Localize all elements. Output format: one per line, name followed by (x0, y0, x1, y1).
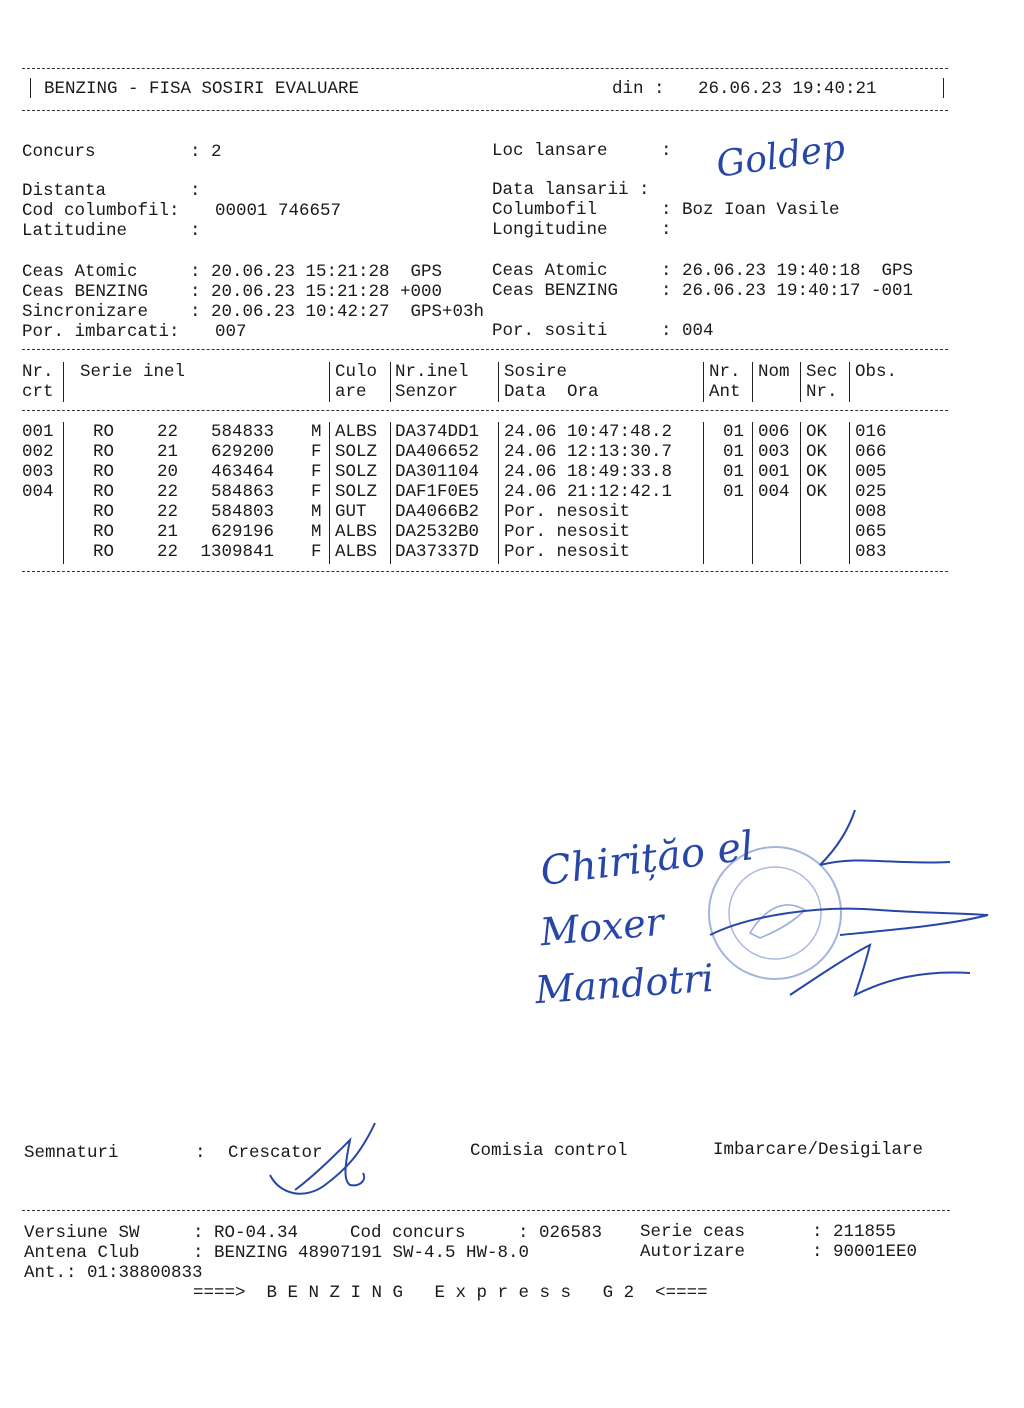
cell-sex: F (311, 542, 322, 562)
antenna-id: Ant.: 01:38800833 (24, 1263, 203, 1283)
data-lansarii-label: Data lansarii : (492, 180, 650, 200)
cell-year: 22 (156, 422, 178, 442)
col-header-inel-sub: Senzor (395, 382, 459, 402)
semnaturi-label: Semnaturi (24, 1143, 119, 1163)
autorizare-label: Autorizare (640, 1242, 746, 1262)
header-sep (390, 362, 391, 402)
header-sep (752, 362, 753, 402)
cell-color: SOLZ (335, 482, 378, 502)
cell-ant: 01 (723, 462, 745, 482)
cell-country: RO (93, 462, 115, 482)
cell-arrival: 24.06 21:12:42.1 (504, 482, 673, 502)
cell-ring: 629200 (210, 442, 274, 462)
crescator-signature (255, 1115, 385, 1210)
cell-sex: F (311, 462, 322, 482)
cell-arrival: 24.06 10:47:48.2 (504, 422, 673, 442)
header-right-border (943, 78, 944, 98)
sositi-label: Por. sositi (492, 321, 608, 341)
cell-country: RO (93, 542, 115, 562)
cell-sec: OK (806, 482, 828, 502)
versiune-value: : RO-04.34 (193, 1223, 299, 1243)
cell-sensor: DA4066B2 (395, 502, 480, 522)
cell-color: SOLZ (335, 462, 378, 482)
latitudine-value: : (190, 221, 201, 241)
col-header-nom: Nom (758, 362, 790, 382)
header-sep (849, 362, 850, 402)
cell-nom: 001 (758, 462, 790, 482)
col-header-culo-sub: are (335, 382, 367, 402)
cell-obs: 005 (855, 462, 887, 482)
cell-color: ALBS (335, 422, 378, 442)
header-sep (800, 362, 801, 402)
table-top-rule (22, 349, 948, 350)
body-sep (752, 422, 753, 564)
cell-arrival: Por. nesosit (504, 502, 631, 522)
cell-ring: 584803 (210, 502, 274, 522)
header-sep (63, 362, 64, 402)
cell-color: ALBS (335, 542, 378, 562)
serie-ceas-value: : 211855 (812, 1222, 897, 1242)
cell-arrival: Por. nesosit (504, 542, 631, 562)
autorizare-value: : 90001EE0 (812, 1242, 918, 1262)
imbarcati-value: 007 (215, 322, 247, 342)
header-left-border (30, 78, 31, 98)
cell-sex: M (311, 502, 322, 522)
cell-ant: 01 (723, 422, 745, 442)
cell-nr: 001 (22, 422, 54, 442)
body-sep (329, 422, 330, 564)
cell-year: 22 (156, 542, 178, 562)
cell-obs: 025 (855, 482, 887, 502)
cell-obs: 083 (855, 542, 887, 562)
col-header-sosire: Sosire (504, 362, 568, 382)
serie-ceas-label: Serie ceas (640, 1222, 746, 1242)
departure-atomic-label: Ceas Atomic (22, 262, 138, 282)
cell-color: SOLZ (335, 442, 378, 462)
benzing-banner: ====> B E N Z I N G E x p r e s s G 2 <==== (193, 1283, 708, 1303)
header-sep (498, 362, 499, 402)
cell-ring: 463464 (210, 462, 274, 482)
cell-sensor: DA37337D (395, 542, 480, 562)
print-date-value: 26.06.23 19:40:21 (698, 79, 877, 99)
departure-benzing-value: : 20.06.23 15:21:28 +000 (190, 282, 443, 302)
commission-signature-line-1: Chirițăo el (537, 823, 757, 895)
body-sep (390, 422, 391, 564)
versiune-label: Versiune SW (24, 1223, 140, 1243)
handwritten-release-location: Goldep (713, 127, 848, 186)
col-header-ant: Nr. (709, 362, 741, 382)
cell-year: 20 (156, 462, 178, 482)
concurs-label: Concurs (22, 142, 96, 162)
cell-nr: 003 (22, 462, 54, 482)
cell-sec: OK (806, 442, 828, 462)
cod-columbofil-value: 00001 746657 (215, 201, 342, 221)
cell-obs: 008 (855, 502, 887, 522)
longitudine-value: : (661, 220, 672, 240)
arrival-benzing-label: Ceas BENZING (492, 281, 619, 301)
cell-nr: 004 (22, 482, 54, 502)
header-top-rule (22, 68, 948, 69)
print-date-label: din : (612, 79, 665, 99)
cell-year: 22 (156, 502, 178, 522)
cell-sensor: DA374DD1 (395, 422, 480, 442)
cell-arrival: 24.06 12:13:30.7 (504, 442, 673, 462)
arrival-atomic-label: Ceas Atomic (492, 261, 608, 281)
cell-arrival: Por. nesosit (504, 522, 631, 542)
cell-sec: OK (806, 462, 828, 482)
latitudine-label: Latitudine (22, 221, 128, 241)
body-sep (498, 422, 499, 564)
col-header-nr-sub: crt (22, 382, 54, 402)
cell-sec: OK (806, 422, 828, 442)
cod-concurs-label: Cod concurs (350, 1223, 466, 1243)
imbarcati-label: Por. imbarcati: (22, 322, 180, 342)
body-sep (63, 422, 64, 564)
cell-sensor: DA2532B0 (395, 522, 480, 542)
cell-sex: F (311, 482, 322, 502)
cell-country: RO (93, 522, 115, 542)
semnaturi-colon: : (195, 1143, 206, 1163)
body-sep (800, 422, 801, 564)
cell-country: RO (93, 442, 115, 462)
header-bottom-rule (22, 110, 948, 111)
cell-country: RO (93, 422, 115, 442)
cell-sex: F (311, 442, 322, 462)
commission-signature-line-2: Moxer (538, 899, 666, 955)
cell-sex: M (311, 522, 322, 542)
columbofil-label: Columbofil (492, 200, 598, 220)
col-header-ant-sub: Ant (709, 382, 741, 402)
cell-nom: 006 (758, 422, 790, 442)
cell-nom: 003 (758, 442, 790, 462)
cell-sensor: DA301104 (395, 462, 480, 482)
imbarcare-label: Imbarcare/Desigilare (713, 1140, 924, 1160)
col-header-culo: Culo (335, 362, 378, 382)
header-sep (703, 362, 704, 402)
cell-nom: 004 (758, 482, 790, 502)
cod-concurs-value: : 026583 (518, 1223, 603, 1243)
cell-sensor: DAF1F0E5 (395, 482, 480, 502)
cell-year: 21 (156, 522, 178, 542)
distanta-value: : (190, 181, 201, 201)
columbofil-value: : Boz Ioan Vasile (661, 200, 840, 220)
cell-ring: 629196 (210, 522, 274, 542)
arrival-atomic-value: : 26.06.23 19:40:18 GPS (661, 261, 914, 281)
sincronizare-label: Sincronizare (22, 302, 149, 322)
cell-ring: 584863 (210, 482, 274, 502)
loc-lansare-value: : (661, 141, 672, 161)
footer-rule (22, 1210, 950, 1211)
cell-obs: 016 (855, 422, 887, 442)
cell-country: RO (93, 482, 115, 502)
distanta-label: Distanta (22, 181, 107, 201)
sincronizare-value: : 20.06.23 10:42:27 GPS+03h (190, 302, 485, 322)
cell-color: ALBS (335, 522, 378, 542)
cod-columbofil-label: Cod columbofil: (22, 201, 180, 221)
document-title: BENZING - FISA SOSIRI EVALUARE (44, 79, 360, 99)
cell-country: RO (93, 502, 115, 522)
departure-benzing-label: Ceas BENZING (22, 282, 149, 302)
loc-lansare-label: Loc lansare (492, 141, 608, 161)
cell-ant: 01 (723, 442, 745, 462)
cell-sensor: DA406652 (395, 442, 480, 462)
arrival-benzing-value: : 26.06.23 19:40:17 -001 (661, 281, 914, 301)
col-header-inel: Nr.inel (395, 362, 469, 382)
cell-ring: 1309841 (200, 542, 274, 562)
cell-obs: 065 (855, 522, 887, 542)
cell-obs: 066 (855, 442, 887, 462)
header-sep (329, 362, 330, 402)
crescator-label: Crescator (228, 1143, 323, 1163)
cell-ant: 01 (723, 482, 745, 502)
body-sep (849, 422, 850, 564)
cell-nr: 002 (22, 442, 54, 462)
sositi-value: : 004 (661, 321, 714, 341)
cell-arrival: 24.06 18:49:33.8 (504, 462, 673, 482)
cell-sex: M (311, 422, 322, 442)
longitudine-label: Longitudine (492, 220, 608, 240)
antena-value: : BENZING 48907191 SW-4.5 HW-8.0 (193, 1243, 530, 1263)
comisia-label: Comisia control (470, 1141, 628, 1161)
cell-ring: 584833 (210, 422, 274, 442)
col-header-sec-sub: Nr. (806, 382, 838, 402)
signature-strokes (670, 805, 1000, 1005)
col-header-sosire-sub: Data Ora (504, 382, 599, 402)
cell-color: GUT (335, 502, 367, 522)
table-bottom-rule (22, 571, 948, 572)
table-header-rule (22, 410, 948, 411)
cell-year: 22 (156, 482, 178, 502)
cell-year: 21 (156, 442, 178, 462)
body-sep (703, 422, 704, 564)
col-header-nr: Nr. (22, 362, 54, 382)
commission-signature-line-3: Mandotri (533, 955, 716, 1013)
col-header-sec: Sec (806, 362, 838, 382)
concurs-value: : 2 (190, 142, 222, 162)
departure-atomic-value: : 20.06.23 15:21:28 GPS (190, 262, 443, 282)
col-header-obs: Obs. (855, 362, 898, 382)
antena-label: Antena Club (24, 1243, 140, 1263)
col-header-serie: Serie inel (80, 362, 186, 382)
